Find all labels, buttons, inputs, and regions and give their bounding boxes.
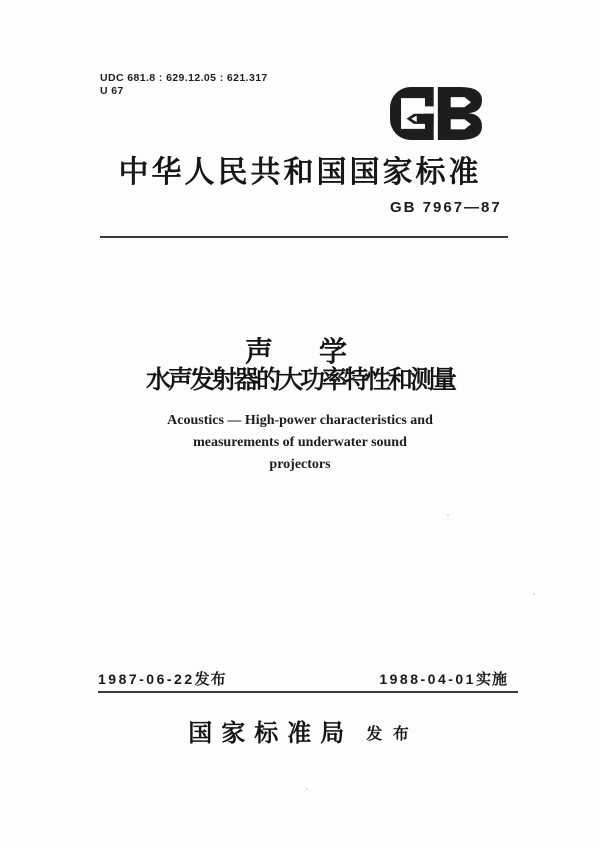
implement-date: 1988-04-01 (379, 671, 476, 687)
issue-label: 发布 (194, 671, 227, 688)
udc-classification-block (100, 72, 268, 98)
scan-speck (533, 593, 535, 595)
publisher-line (0, 713, 600, 748)
title-en-line1: Acoustics — High-power characteristics and (167, 413, 433, 428)
udc-line1: UDC 681.8 : 629.12.05 : 621.317 (100, 72, 268, 84)
issue-date: 1987-06-22 (98, 671, 195, 687)
implement-date-group (379, 668, 508, 689)
title-char-2: 学 (319, 336, 348, 367)
standard-subtitle-cn: 水声发射器的大功率特性和测量 (145, 366, 454, 394)
header-divider (100, 236, 508, 238)
gb-logo-icon (390, 87, 482, 140)
scan-speck (306, 788, 308, 790)
issue-date-group (98, 668, 227, 689)
publisher-name: 国家标准局 (188, 720, 354, 747)
title-en-line3: projectors (269, 457, 331, 472)
standard-title-en (0, 410, 600, 476)
udc-line2: U 67 (100, 85, 124, 97)
standard-number: GB 7967—87 (390, 199, 502, 216)
implement-label: 实施 (475, 671, 508, 688)
scan-speck (447, 514, 449, 516)
footer-divider (98, 691, 518, 693)
national-standard-heading: 中华人民共和国国家标准 (118, 156, 482, 189)
title-en-line2: measurements of underwater sound (193, 435, 407, 450)
title-char-1: 声 (244, 336, 273, 367)
publisher-action-label: 发 布 (366, 725, 412, 743)
date-band (98, 668, 508, 689)
